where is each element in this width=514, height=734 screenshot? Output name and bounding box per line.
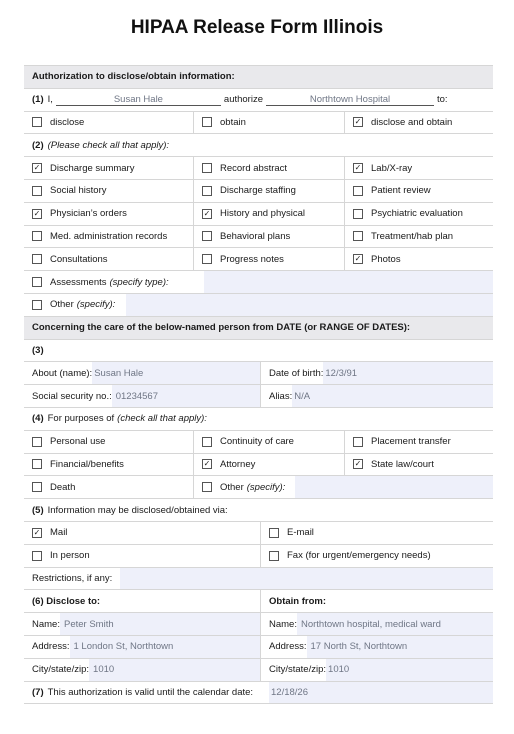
disclose-city-field[interactable]: City/state/zip: 1010 [24,659,260,681]
via-option-e-mail[interactable]: E-mail [260,522,493,544]
checkbox[interactable]: ✓ [33,163,41,173]
checkbox[interactable] [32,231,42,241]
party-address-row [24,636,493,659]
section-2-note: (Please check all that apply): [47,139,170,151]
checkbox[interactable]: ✓ [354,459,362,469]
purpose-option-attorney[interactable]: ✓ Attorney [193,454,344,476]
checkbox[interactable] [202,231,212,241]
restrictions-input[interactable] [120,568,493,590]
patient-name-field[interactable]: Susan Hale [56,94,221,106]
checkbox[interactable]: ✓ [33,527,41,537]
about-name-field[interactable]: About (name): Susan Hale [24,362,260,384]
section-1-row [24,89,493,112]
via-option-in-person[interactable]: In person [24,545,260,567]
checkbox[interactable]: ✓ [203,208,211,218]
checkbox[interactable] [32,117,42,127]
about-row [24,362,493,385]
checkbox[interactable] [202,117,212,127]
purpose-option-personal-use[interactable]: Personal use [24,431,193,453]
record-option-med-administration-records[interactable]: Med. administration records [24,226,193,248]
obtain-address-field[interactable]: Address: 17 North St, Northtown [260,636,493,658]
checkbox[interactable] [353,186,363,196]
ssn-field[interactable]: Social security no.: 01234567 [24,385,260,407]
record-option-patient-review[interactable]: Patient review [344,180,493,202]
checkbox[interactable]: ✓ [203,459,211,469]
checkbox[interactable] [32,277,42,287]
checkbox[interactable]: ✓ [354,254,362,264]
other-records-row [24,294,493,317]
record-option-lab-x-ray[interactable]: ✓ Lab/X-ray [344,157,493,179]
via-row [24,522,493,545]
via-option-fax-for-urgent-emergency-needs[interactable]: Fax (for urgent/emergency needs) [260,545,493,567]
checkbox[interactable] [32,300,42,310]
section-2-row [24,134,493,157]
checkbox[interactable] [202,482,212,492]
record-option-behavioral-plans[interactable]: Behavioral plans [193,226,344,248]
checkbox[interactable] [202,163,212,173]
record-row [24,180,493,203]
purpose-row [24,431,493,454]
action-option-disclose-and-obtain[interactable]: ✓ disclose and obtain [344,112,493,134]
record-option-discharge-summary[interactable]: ✓ Discharge summary [33,162,135,174]
checkbox[interactable] [353,209,363,219]
authorization-header: Authorization to disclose/obtain information: [32,71,235,83]
purpose-option-continuity-of-care[interactable]: Continuity of care [193,431,344,453]
record-option-treatment-hab-plan[interactable]: Treatment/hab plan [344,226,493,248]
disclose-address-field[interactable]: Address: 1 London St, Northtown [24,636,260,658]
section-4-note: (check all that apply): [117,413,207,425]
date-of-birth-field[interactable]: Date of birth: 12/3/91 [260,362,493,384]
record-option-physician-s-orders[interactable]: ✓ Physician’s orders [33,208,127,220]
care-header-row [24,317,493,340]
form-title: HIPAA Release Form Illinois [130,17,384,38]
assessments-row [24,271,493,294]
via-option-mail[interactable]: ✓ Mail [33,527,68,539]
record-option-consultations[interactable]: Consultations [24,248,193,270]
checkbox[interactable] [269,551,279,561]
record-row [24,203,493,226]
restrictions-label: Restrictions, if any: [32,572,113,584]
section-7-label: (7) This authorization is valid until the calendar date: [32,686,254,698]
checkbox[interactable] [202,437,212,447]
checkbox[interactable] [32,186,42,196]
death-other-row [24,476,493,499]
checkbox[interactable] [32,459,42,469]
record-option-discharge-staffing[interactable]: Discharge staffing [193,180,344,202]
checkbox[interactable] [32,254,42,264]
assessments-option[interactable]: Assessments (specify type): [24,271,204,293]
purpose-option-other[interactable]: Other (specify): [193,476,295,498]
purpose-option-financial-benefits[interactable]: Financial/benefits [24,454,193,476]
record-option-photos[interactable]: ✓ Photos [344,248,493,270]
section-3-row [24,340,493,363]
section-5-number: (5) [32,504,44,516]
disclose-to-heading: (6) Disclose to: [32,595,101,607]
record-row [24,157,493,180]
purpose-other-input[interactable] [295,476,493,498]
section-7-row [24,682,493,705]
checkbox[interactable] [353,437,363,447]
section-5-row [24,499,493,522]
obtain-name-field[interactable]: Name: Northtown hospital, medical ward [260,613,493,635]
record-option-progress-notes[interactable]: Progress notes [193,248,344,270]
section-5-text: Information may be disclosed/obtained via: [47,504,228,516]
purpose-option-placement-transfer[interactable]: Placement transfer [344,431,493,453]
authorize-label: authorize [223,94,263,106]
purpose-row [24,454,493,477]
release-form [24,65,493,704]
record-option-history-and-physical[interactable]: ✓ History and physical [193,203,344,225]
purpose-option-state-law-court[interactable]: ✓ State law/court [344,454,493,476]
assessments-input[interactable] [204,271,493,293]
section-3-number: (3) [32,344,44,356]
checkbox[interactable] [32,551,42,561]
i-label: I, [47,94,53,106]
party-city-row [24,659,493,682]
record-option-psychiatric-evaluation[interactable]: Psychiatric evaluation [344,203,493,225]
other-records-option[interactable]: Other (specify): [24,294,126,316]
via-row [24,545,493,568]
section-4-number: (4) [32,413,44,425]
obtain-from-heading: Obtain from: [260,590,493,612]
action-row [24,112,493,135]
action-option-disclose[interactable]: disclose [24,112,193,134]
checkbox[interactable]: ✓ [354,117,362,127]
record-row [24,226,493,249]
section-4-text: For purposes of [47,413,115,425]
to-label: to: [437,94,448,106]
alias-field[interactable]: Alias: N/A [260,385,493,407]
checkbox[interactable]: ✓ [354,163,362,173]
purpose-option-death[interactable]: Death [24,476,193,498]
action-option-obtain[interactable]: obtain [193,112,344,134]
record-option-record-abstract[interactable]: Record abstract [193,157,344,179]
disclose-name-field[interactable]: Name: Peter Smith [24,613,260,635]
ssn-row [24,385,493,408]
checkbox[interactable]: ✓ [33,208,41,218]
checkbox[interactable] [353,231,363,241]
checkbox[interactable] [269,528,279,538]
care-header: Concerning the care of the below-named person from DATE (or RANGE OF DATES): [32,322,411,334]
checkbox[interactable] [202,186,212,196]
obtain-city-field[interactable]: City/state/zip: 1010 [260,659,493,681]
record-option-social-history[interactable]: Social history [24,180,193,202]
section-2-number: (2) [32,139,44,151]
restrictions-row [24,568,493,591]
other-records-input[interactable] [126,294,493,316]
section-6-header-row [24,590,493,613]
party-name-row [24,613,493,636]
section-4-row [24,408,493,431]
checkbox[interactable] [32,437,42,447]
checkbox[interactable] [32,482,42,492]
checkbox[interactable] [202,254,212,264]
record-row [24,248,493,271]
valid-until-field[interactable]: 12/18/26 [269,682,493,704]
authorization-header-row [24,66,493,89]
provider-field[interactable]: Northtown Hospital [266,94,434,106]
section-1-number: (1) [32,94,44,106]
